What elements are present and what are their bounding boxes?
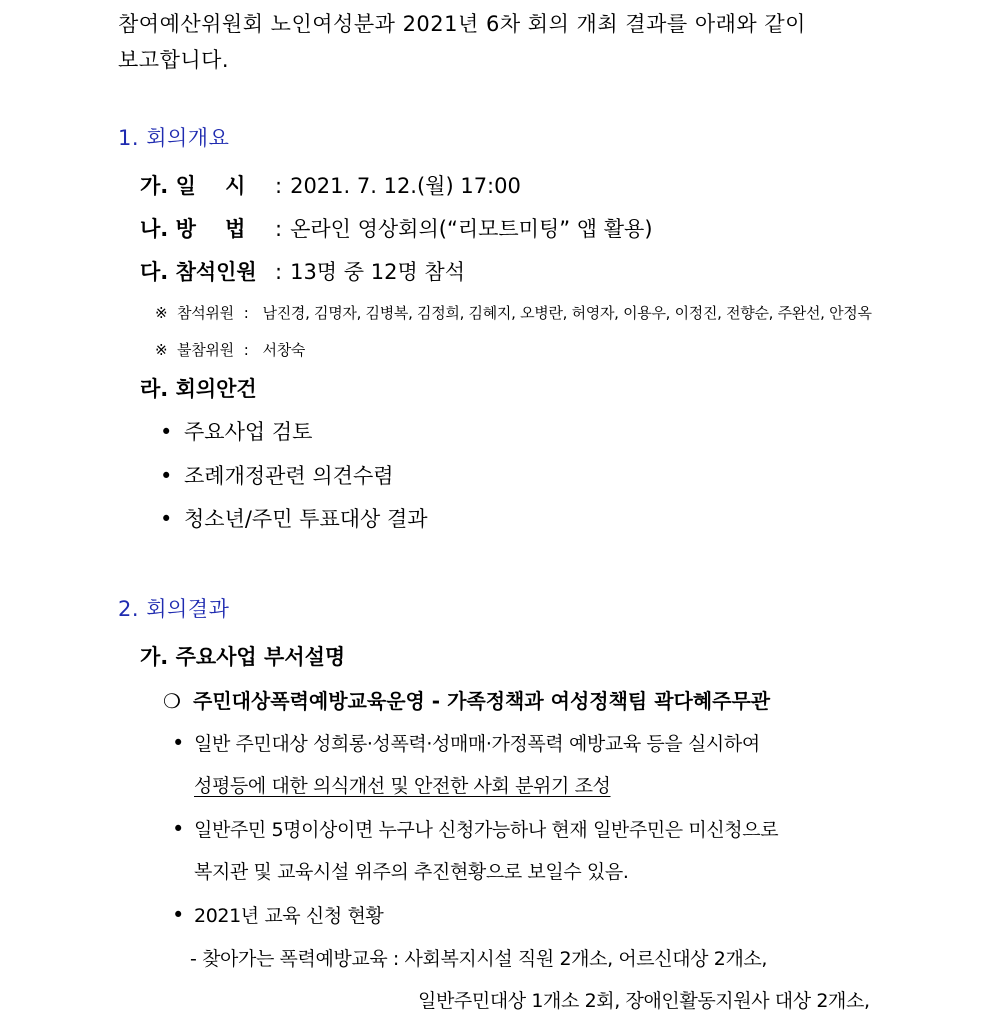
attendance-row: [140, 256, 465, 286]
separator: :: [243, 304, 249, 322]
bullet-item: [172, 901, 383, 928]
intro-line-1: 참여예산위원회 노인여성분과 2021년 6차 회의 개최 결과를 아래와 같이: [118, 12, 806, 36]
agenda-item: [160, 460, 394, 490]
bullet-icon: •: [160, 507, 173, 531]
attending-members-label: 참석위원: [177, 304, 234, 322]
bullet-icon: •: [172, 817, 184, 841]
agenda-title: [140, 373, 257, 403]
dash-item-continuation: 일반주민대상 1개소 2회, 장애인활동지원사 대상 2개소,: [418, 990, 870, 1012]
agenda-item-text: 주요사업 검토: [184, 420, 313, 444]
absent-members-value: 서창숙: [262, 341, 306, 359]
attending-members-note: [155, 302, 872, 323]
circle-icon: ❍: [163, 689, 181, 713]
agenda-item: [160, 416, 312, 446]
meeting-date-label: 가. 일 시: [140, 174, 246, 198]
agenda-item: [160, 503, 428, 533]
bullet-icon: •: [172, 731, 184, 755]
section-1-title: 1. 회의개요: [118, 126, 230, 150]
bullet-text: 2021년 교육 신청 현황: [194, 905, 384, 927]
sub-title: 가. 주요사업 부서설명: [140, 645, 346, 669]
program-title-text: 주민대상폭력예방교육운영 - 가족정책과 여성정책팀 곽다혜주무관: [193, 689, 771, 713]
agenda-title-label: 라. 회의안건: [140, 377, 257, 401]
separator: :: [275, 260, 283, 284]
absent-members-label: 불참위원: [177, 341, 234, 359]
bullet-item: [172, 729, 760, 756]
program-title: [163, 685, 770, 714]
absent-members-note: [155, 339, 305, 360]
section-2-title: 2. 회의결과: [118, 597, 230, 621]
bullet-icon: •: [160, 464, 173, 488]
meeting-method-value: 온라인 영상회의(“리모트미팅” 앱 활용): [290, 217, 653, 241]
reference-mark: ※: [155, 341, 168, 359]
bullet-continuation: 복지관 및 교육시설 위주의 추진현황으로 보일수 있음.: [194, 861, 629, 883]
separator: :: [275, 174, 283, 198]
meeting-date-value: 2021. 7. 12.(월) 17:00: [290, 174, 521, 198]
separator: :: [275, 217, 283, 241]
bullet-item: [172, 815, 778, 842]
bullet-text: 일반 주민대상 성희롱·성폭력·성매매·가정폭력 예방교육 등을 실시하여: [194, 733, 760, 755]
attending-members-value: 남진경, 김명자, 김병복, 김정희, 김혜지, 오병란, 허영자, 이용우, 이정진, 전향순, 주완선, 안정옥: [262, 304, 872, 322]
attendance-label: 다. 참석인원: [140, 260, 257, 284]
agenda-item-text: 청소년/주민 투표대상 결과: [184, 507, 428, 531]
meeting-method-label: 나. 방 법: [140, 217, 246, 241]
dash-item: - 찾아가는 폭력예방교육 : 사회복지시설 직원 2개소, 어르신대상 2개소,: [190, 948, 767, 970]
intro-line-2: 보고합니다.: [118, 48, 230, 72]
separator: :: [243, 341, 249, 359]
bullet-continuation: 성평등에 대한 의식개선 및 안전한 사회 분위기 조성: [194, 775, 611, 797]
attendance-value: 13명 중 12명 참석: [290, 260, 465, 284]
meeting-method-row: [140, 213, 653, 243]
reference-mark: ※: [155, 304, 168, 322]
bullet-icon: •: [160, 420, 173, 444]
bullet-text: 일반주민 5명이상이면 누구나 신청가능하나 현재 일반주민은 미신청으로: [194, 819, 779, 841]
bullet-icon: •: [172, 903, 184, 927]
agenda-item-text: 조례개정관련 의견수렴: [184, 464, 394, 488]
meeting-date-row: [140, 170, 521, 200]
